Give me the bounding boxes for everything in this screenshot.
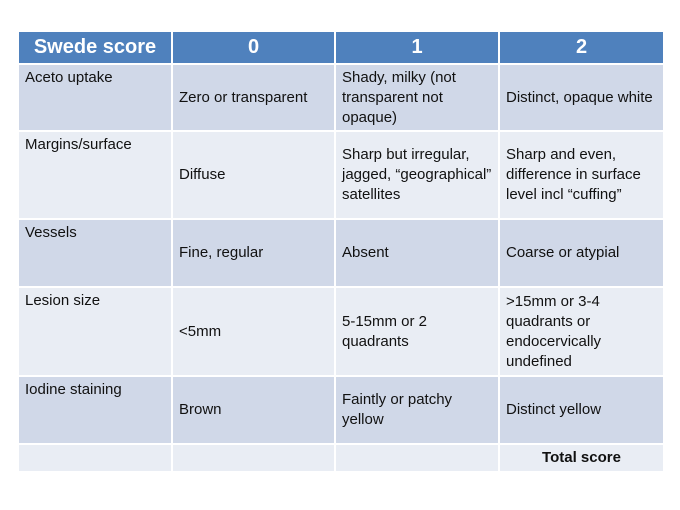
table-row xyxy=(18,64,664,131)
table-row xyxy=(18,287,664,376)
empty-cell xyxy=(335,444,499,472)
cell-score-0: Brown xyxy=(172,376,335,444)
total-row xyxy=(18,444,664,472)
cell-score-2: Sharp and even, difference in surface level incl “cuffing” xyxy=(499,131,664,219)
header-score-1: 1 xyxy=(335,31,499,64)
cell-score-1: Shady, milky (not transparent not opaque) xyxy=(335,64,499,131)
empty-cell xyxy=(172,444,335,472)
empty-cell xyxy=(18,444,172,472)
header-score-2: 2 xyxy=(499,31,664,64)
total-score-label: Total score xyxy=(499,444,664,472)
row-label: Iodine staining xyxy=(18,376,172,444)
cell-score-1: Faintly or patchy yellow xyxy=(335,376,499,444)
cell-score-2: Coarse or atypial xyxy=(499,219,664,287)
header-score-0: 0 xyxy=(172,31,335,64)
cell-score-2: Distinct yellow xyxy=(499,376,664,444)
row-label: Lesion size xyxy=(18,287,172,376)
table-row xyxy=(18,131,664,219)
cell-score-0: Diffuse xyxy=(172,131,335,219)
row-label: Aceto uptake xyxy=(18,64,172,131)
header-row xyxy=(18,31,664,64)
cell-score-1: 5-15mm or 2 quadrants xyxy=(335,287,499,376)
cell-score-2: Distinct, opaque white xyxy=(499,64,664,131)
swede-score-table xyxy=(17,30,665,473)
cell-score-1: Sharp but irregular, jagged, “geographical” satellites xyxy=(335,131,499,219)
cell-score-0: <5mm xyxy=(172,287,335,376)
header-swede-score: Swede score xyxy=(18,31,172,64)
cell-score-0: Fine, regular xyxy=(172,219,335,287)
cell-score-1: Absent xyxy=(335,219,499,287)
table-row xyxy=(18,219,664,287)
row-label: Margins/surface xyxy=(18,131,172,219)
cell-score-2: >15mm or 3-4 quadrants or endocervically undefined xyxy=(499,287,664,376)
table-row xyxy=(18,376,664,444)
row-label: Vessels xyxy=(18,219,172,287)
cell-score-0: Zero or transparent xyxy=(172,64,335,131)
